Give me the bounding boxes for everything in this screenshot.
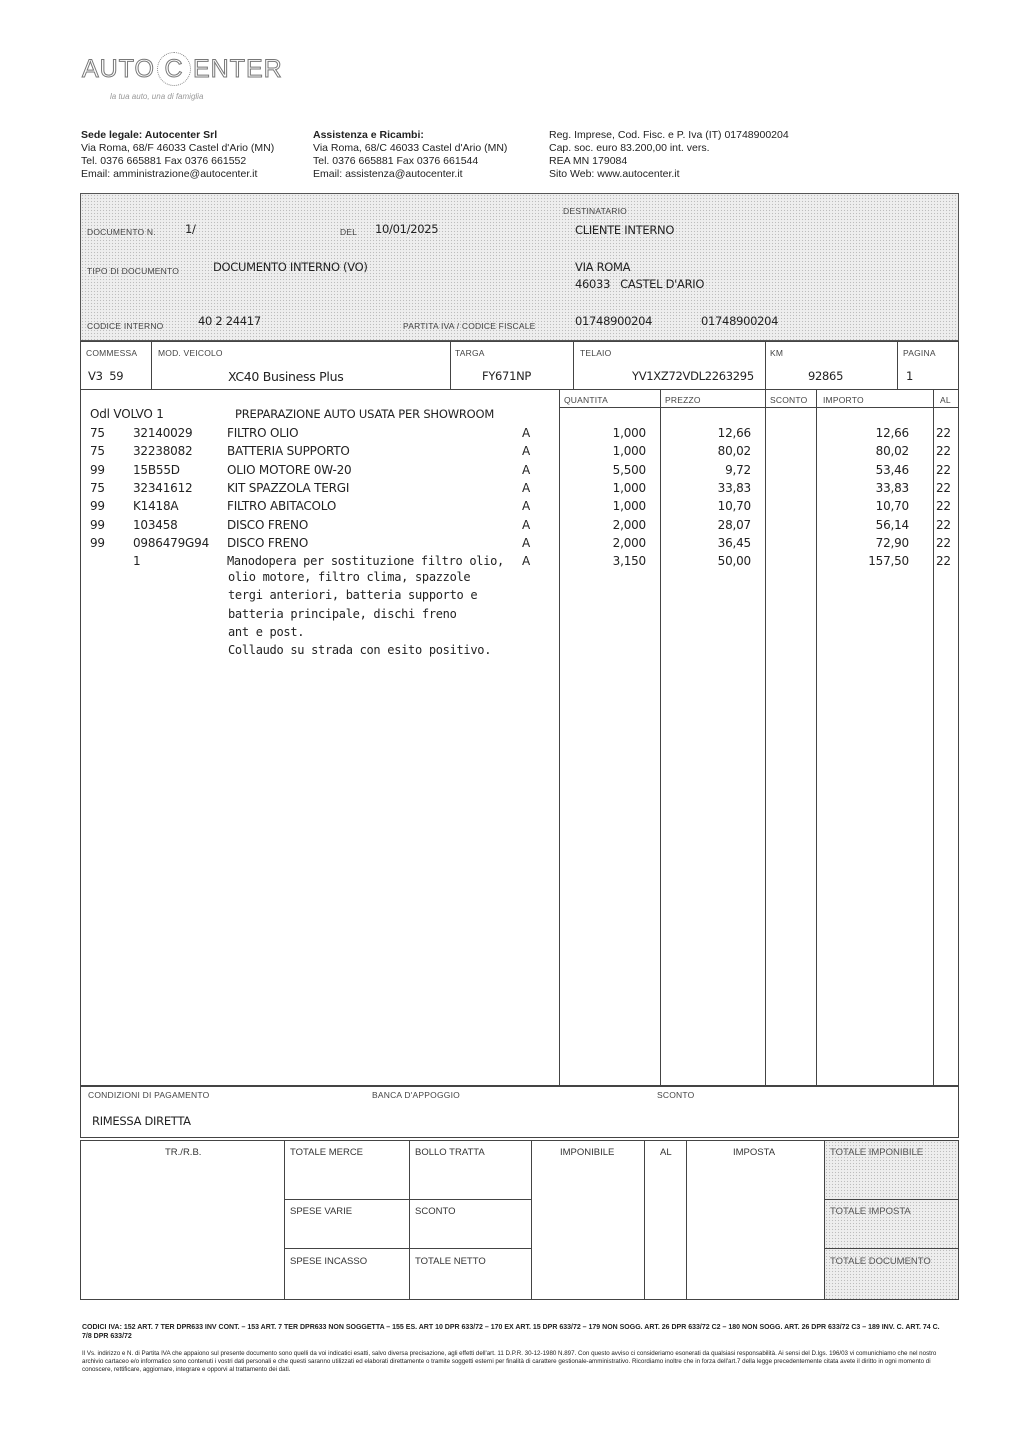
divider [284, 1140, 285, 1300]
divider [531, 1140, 532, 1300]
item-amount: 80,02 [875, 444, 909, 459]
item-code: K1418A [133, 499, 179, 514]
divider [933, 390, 934, 1086]
service-office-block [313, 129, 507, 181]
recipient-name: CLIENTE INTERNO [575, 223, 675, 237]
item-quantity: 2,000 [612, 517, 646, 532]
divider [409, 1140, 410, 1300]
collection-costs-label: SPESE INCASSO [290, 1256, 368, 1267]
order-title: PREPARAZIONE AUTO USATA PER SHOWROOM [235, 407, 495, 421]
rate-label: AL [660, 1147, 672, 1158]
service-office-address: Via Roma, 68/C 46033 Castel d'Ario (MN) [313, 142, 508, 154]
privacy-notice: Il Vs. indirizzo e N. di Partita IVA che appaiono sul presente documento sono quelli da voi indicatici esatti, salvo diversa precisazione, agli effetti dell'art. 11 D.P.R. 30-12-1980 N.897. Con questo avviso ci consideriamo esonerati da qualsiasi responsabilità. Ai sensi del D.lgs. 196/03 vi comunichiamo che nel nostro archivio cartaceo e/o informatico sono contenuti i vostri dati personali e che questi saranno utilizzati ed elaborati direttamente o tramite soggetti esterni per finalità di carattere gestionale-amministrativo. Ricordiamo inoltre che in forza dell'art.7 della legge precedentemente citata avete il diritto in ogni momento di conoscere, rettificare, aggiornare, integrare e opporvi al trattamento dei dati. [82, 1350, 937, 1373]
registry-line-4: Sito Web: www.autocenter.it [549, 168, 680, 180]
item-code: 32341612 [133, 480, 193, 495]
item-price: 36,45 [717, 535, 751, 550]
internal-code-label: CODICE INTERNO [87, 321, 164, 331]
document-number: 1/ [185, 222, 196, 236]
item-flag: A [522, 535, 531, 550]
legal-office-address: Via Roma, 68/F 46033 Castel d'Ario (MN) [81, 142, 275, 154]
item-quantity: 5,500 [612, 462, 646, 477]
payment-conditions: RIMESSA DIRETTA [92, 1114, 191, 1128]
item-flag: A [522, 426, 531, 440]
divider [765, 342, 766, 390]
item-amount: 56,14 [875, 517, 909, 532]
grand-totals-box [824, 1141, 958, 1299]
recipient-street: VIA ROMA [575, 260, 631, 274]
payment-section [80, 1085, 959, 1138]
legal-office-title: Sede legale: Autocenter Srl [81, 129, 218, 141]
taxable-label: IMPONIBILE [560, 1147, 615, 1158]
labor-note-line: batteria principale, dischi freno [228, 606, 457, 621]
vehicle-model: XC40 Business Plus [228, 369, 344, 384]
page-label: PAGINA [903, 348, 936, 358]
trrb-label: TR./R.B. [165, 1147, 202, 1158]
item-vat-rate: 22 [936, 517, 951, 532]
internal-code: 40 2 24417 [198, 314, 261, 328]
item-flag: A [522, 444, 531, 459]
net-total-label: TOTALE NETTO [415, 1256, 486, 1267]
tax-label: IMPOSTA [733, 1147, 776, 1158]
divider [284, 1199, 531, 1200]
item-quantity: 2,000 [612, 535, 646, 550]
item-vat-rate: 22 [936, 554, 951, 569]
divider [897, 342, 898, 390]
item-description: FILTRO ABITACOLO [227, 499, 337, 514]
item-price: 50,00 [717, 554, 751, 569]
item-vat-rate: 22 [936, 480, 951, 495]
item-code: 103458 [133, 517, 178, 532]
item-category: 99 [90, 499, 105, 514]
page-number: 1 [906, 369, 914, 383]
discount-label: SCONTO [415, 1206, 456, 1217]
divider [824, 1248, 959, 1249]
labor-note-line: ant e post. [228, 624, 305, 639]
divider [151, 342, 152, 390]
total-document-label: TOTALE DOCUMENTO [830, 1256, 931, 1267]
item-description: BATTERIA SUPPORTO [227, 444, 350, 459]
item-vat-rate: 22 [936, 535, 951, 550]
item-category: 75 [90, 444, 105, 459]
goods-total-label: TOTALE MERCE [290, 1147, 364, 1158]
registry-line-3: REA MN 179084 [549, 155, 628, 167]
legal-office-email: Email: amministrazione@autocenter.it [81, 168, 258, 180]
item-quantity: 1,000 [612, 499, 646, 514]
payment-discount-label: SCONTO [657, 1090, 695, 1100]
vin-label: TELAIO [580, 348, 612, 358]
divider [644, 1140, 645, 1300]
item-code: 0986479G94 [133, 535, 210, 550]
item-code: 32238082 [133, 444, 193, 459]
item-flag: A [522, 517, 531, 532]
logo-text-left: AUTO [82, 54, 155, 83]
bill-stamp-label: BOLLO TRATTA [415, 1147, 485, 1158]
item-amount: 10,70 [875, 499, 909, 514]
item-flag: A [522, 480, 531, 495]
labor-notes [228, 568, 491, 659]
km-label: KM [770, 348, 784, 358]
item-flag: A [522, 499, 531, 514]
item-amount: 53,46 [875, 462, 909, 477]
divider [765, 390, 766, 1086]
item-price: 9,72 [725, 462, 751, 477]
item-description: FILTRO OLIO [227, 426, 299, 440]
registry-line-2: Cap. soc. euro 83.200,00 int. vers. [549, 142, 710, 154]
commessa-label: COMMESSA [86, 348, 138, 358]
commessa-value: V3 59 [88, 369, 124, 383]
item-category: 75 [90, 480, 105, 495]
item-category: 99 [90, 535, 105, 550]
item-vat-rate: 22 [936, 499, 951, 514]
recipient-city: 46033 CASTEL D'ARIO [575, 277, 705, 291]
vehicle-plate: FY671NP [482, 369, 532, 383]
item-description: DISCO FRENO [227, 517, 309, 532]
divider [824, 1199, 959, 1200]
total-tax-label: TOTALE IMPOSTA [830, 1206, 911, 1217]
item-price: 28,07 [717, 517, 751, 532]
payment-conditions-label: CONDIZIONI DI PAGAMENTO [88, 1090, 210, 1100]
logo-c-emblem-icon: C [157, 52, 191, 86]
vat-code-label: PARTITA IVA / CODICE FISCALE [403, 321, 536, 331]
item-amount: 157,50 [868, 554, 909, 569]
item-description: KIT SPAZZOLA TERGI [227, 480, 350, 495]
divider [80, 389, 959, 390]
item-code: 1 [133, 554, 141, 569]
labor-note-line: tergi anteriori, batteria supporto e [228, 588, 478, 603]
divider [559, 407, 959, 408]
total-taxable-label: TOTALE IMPONIBILE [830, 1147, 924, 1158]
item-flag: A [522, 554, 531, 569]
labor-note-line: olio motore, filtro clima, spazzole [228, 570, 471, 584]
item-category: 75 [90, 426, 105, 440]
misc-costs-label: SPESE VARIE [290, 1206, 353, 1217]
item-flag: A [522, 462, 531, 477]
item-category: 99 [90, 517, 105, 532]
legal-office-phone: Tel. 0376 665881 Fax 0376 661552 [81, 155, 247, 167]
service-office-title: Assistenza e Ricambi: [313, 129, 424, 141]
item-amount: 72,90 [875, 535, 909, 550]
vat-codes-legend: CODICI IVA: 152 ART. 7 TER DPR633 INV CONT. – 153 ART. 7 TER DPR633 NON SOGGETTA – 155 ES. ART 10 DPR 633/72 – 170 EX ART. 15 DPR 633/72 – 179 NON SOGG. ART. 26 DPR 633/72 C2 – 180 NON SOGG. ART. 26 DPR 633/72 C3 – 189 INV. C. ART. 74 C. 7/8 DPR 633/72 [82, 1324, 940, 1340]
recipient-label: DESTINATARIO [563, 206, 627, 216]
divider [573, 342, 574, 390]
item-code: 32140029 [133, 426, 193, 440]
col-vat-header: AL [940, 395, 951, 405]
document-date: 10/01/2025 [375, 222, 439, 236]
divider [686, 1140, 687, 1300]
item-vat-rate: 22 [936, 444, 951, 459]
vehicle-km: 92865 [808, 369, 844, 383]
service-office-phone: Tel. 0376 665881 Fax 0376 661544 [313, 155, 479, 167]
order-reference: Odl VOLVO 1 [90, 407, 164, 421]
registry-block [549, 129, 789, 181]
company-tagline: la tua auto, una di famiglia [110, 92, 204, 101]
item-description: OLIO MOTORE 0W-20 [227, 462, 352, 477]
logo-text-right: ENTER [193, 54, 283, 83]
item-description: Manodopera per sostituzione filtro olio, [227, 554, 504, 569]
divider [450, 342, 451, 390]
recipient-vat-number: 01748900204 [575, 314, 653, 328]
labor-note-line: Collaudo su strada con esito positivo. [228, 643, 492, 658]
item-quantity: 1,000 [612, 444, 646, 459]
item-vat-rate: 22 [936, 426, 951, 440]
item-price: 10,70 [717, 499, 751, 514]
item-code: 15B55D [133, 462, 180, 477]
item-quantity: 1,000 [612, 426, 646, 440]
plate-label: TARGA [455, 348, 485, 358]
col-quantity-header: QUANTITA [564, 395, 608, 405]
item-price: 33,83 [717, 480, 751, 495]
document-type: DOCUMENTO INTERNO (VO) [213, 260, 368, 274]
document-number-label: DOCUMENTO N. [87, 227, 156, 237]
item-category: 99 [90, 462, 105, 477]
recipient-tax-code: 01748900204 [701, 314, 779, 328]
item-amount: 12,66 [875, 426, 909, 440]
model-label: MOD. VEICOLO [158, 348, 223, 358]
item-description: DISCO FRENO [227, 535, 309, 550]
registry-line-1: Reg. Imprese, Cod. Fisc. e P. Iva (IT) 01748900204 [549, 129, 789, 141]
col-discount-header: SCONTO [770, 395, 808, 405]
item-quantity: 1,000 [612, 480, 646, 495]
company-logo [82, 52, 283, 86]
service-office-email: Email: assistenza@autocenter.it [313, 168, 463, 180]
bank-label: BANCA D'APPOGGIO [372, 1090, 460, 1100]
item-amount: 33,83 [875, 480, 909, 495]
legal-office-block [81, 129, 274, 181]
document-type-label: TIPO DI DOCUMENTO [87, 266, 180, 276]
divider [284, 1248, 531, 1249]
document-date-label: DEL [340, 227, 358, 237]
item-price: 80,02 [717, 444, 751, 459]
item-vat-rate: 22 [936, 462, 951, 477]
item-quantity: 3,150 [612, 554, 646, 569]
col-amount-header: IMPORTO [823, 395, 864, 405]
vehicle-vin: YV1XZ72VDL2263295 [632, 369, 754, 383]
item-price: 12,66 [717, 426, 751, 440]
col-price-header: PREZZO [665, 395, 701, 405]
